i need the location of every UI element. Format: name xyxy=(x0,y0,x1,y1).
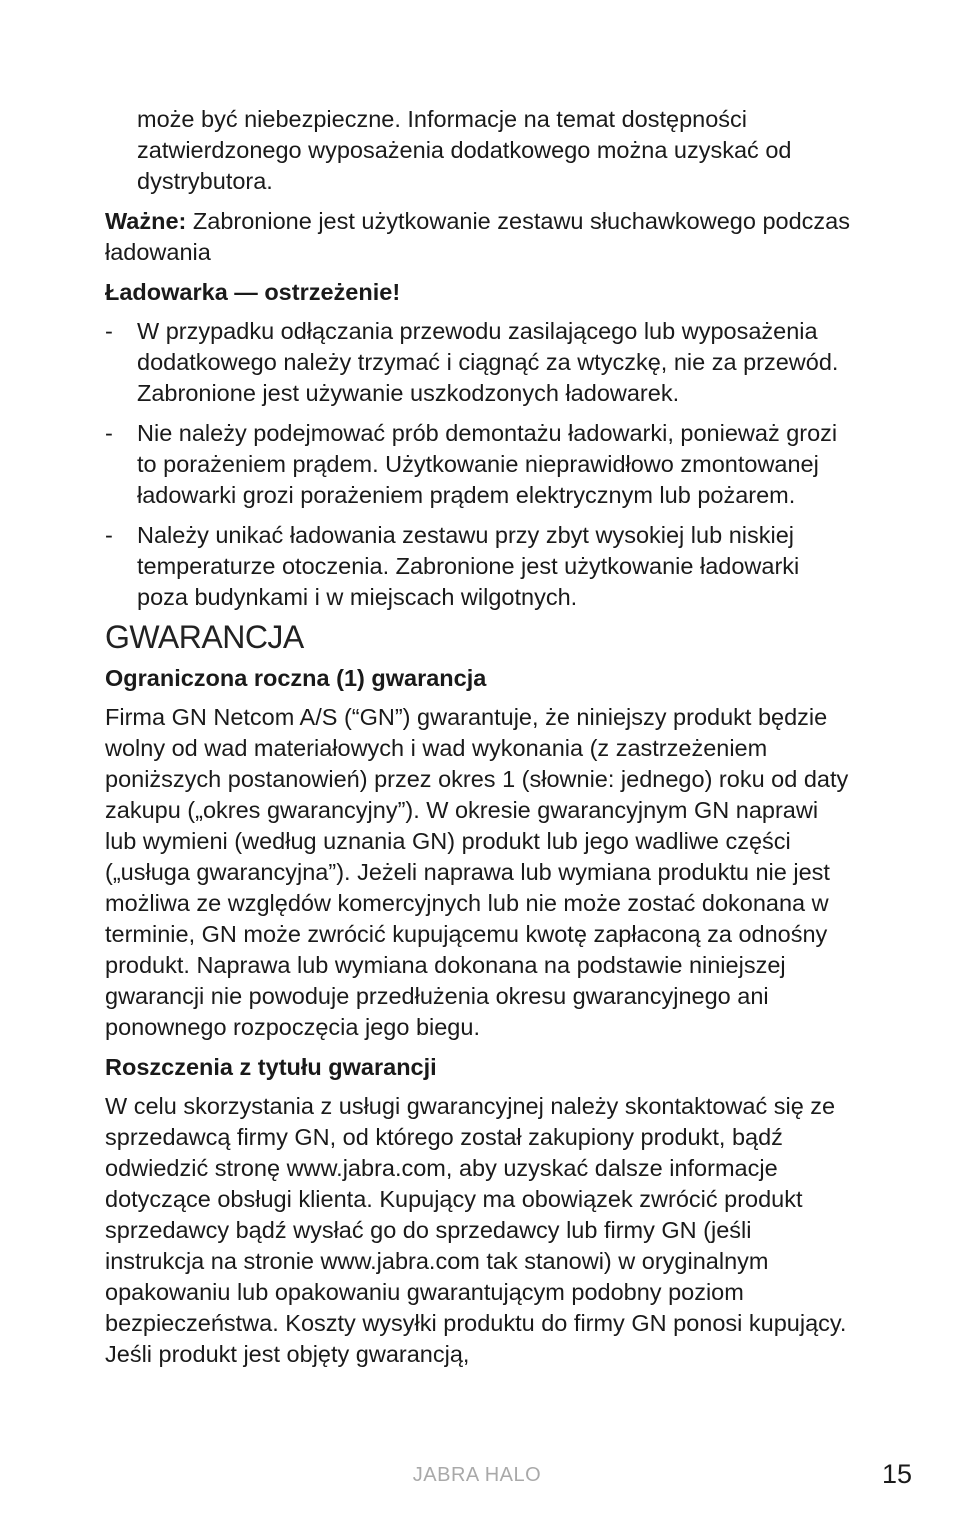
bullet-marker: - xyxy=(105,522,113,548)
claims-paragraph: W celu skorzystania z usługi gwarancyjnej należy skontaktować się ze sprzedawcą firmy GN, od którego został zakupiony produkt, bądź odwiedzić stronę www.jabra.com, aby uzyskać dalsze informacje dotyczące obsługi klienta. Kupujący ma obowiązek zwrócić produkt sprzedawcy bądź wysłać go do sprzedawcy lub firmy GN (jeśli instrukcja na stronie www.jabra.com tak stanowi) w oryginalnym opakowaniu lub opakowaniu gwarantującym podobny poziom bezpieczeństwa. Koszty wysyłki produktu do firmy GN ponosi kupujący. Jeśli produkt jest objęty gwarancją, xyxy=(105,1093,847,1367)
section-title: GWARANCJA xyxy=(105,619,304,655)
list-item xyxy=(105,418,850,511)
list-item-text: Należy unikać ładowania zestawu przy zbyt wysokiej lub niskiej temperaturze otoczenia. Zabronione jest użytkowanie ładowarki poza budynkami i w miejscach wilgotnych. xyxy=(137,522,800,610)
page-number: 15 xyxy=(881,1459,912,1489)
list-item-text: W przypadku odłączania przewodu zasilającego lub wyposażenia dodatkowego należy trzymać i ciągnąć za wtyczkę, nie za przewód. Zabronione jest używanie uszkodzonych ładowarek. xyxy=(137,318,839,406)
document-page xyxy=(105,104,850,1370)
list-item xyxy=(105,520,850,613)
bullet-marker: - xyxy=(105,420,113,446)
warranty-paragraph: Firma GN Netcom A/S (“GN”) gwarantuje, że niniejszy produkt będzie wolny od wad materiałowych i wad wykonania (z zastrzeżeniem poniższych postanowień) przez okres 1 (słownie: jednego) roku od daty zakupu („okres gwarancyjny”). W okresie gwarancyjnym GN naprawi lub wymieni (według uznania GN) produkt lub jego wadliwe części („usługa gwarancyjna”). Jeżeli naprawa lub wymiana produktu nie jest możliwa ze względów komercyjnych lub nie może zostać dokonana w terminie, GN może zwrócić kupującemu kwotę zapłaconą za odnośny produkt. Naprawa lub wymiana dokonana na podstawie niniejszej gwarancji nie powoduje przedłużenia okresu gwarancyjnego ani ponownego rozpoczęcia jego biegu. xyxy=(105,704,849,1040)
charger-warning-heading: Ładowarka — ostrzeżenie! xyxy=(105,279,401,305)
bullet-marker: - xyxy=(105,318,113,344)
footer-product-name: JABRA HALO xyxy=(412,1464,542,1486)
warranty-heading: Ograniczona roczna (1) gwarancja xyxy=(105,665,487,691)
claims-heading: Roszczenia z tytułu gwarancji xyxy=(105,1054,437,1080)
important-note xyxy=(105,206,850,268)
list-item xyxy=(105,316,850,409)
continuation-paragraph: może być niebezpieczne. Informacje na temat dostępności zatwierdzonego wyposażenia dodatkowego można uzyskać od dystrybutora. xyxy=(137,106,792,194)
important-label: Ważne: xyxy=(105,208,187,234)
list-item-text: Nie należy podejmować prób demontażu ładowarki, ponieważ grozi to porażeniem prądem. Użytkowanie nieprawidłowo zmontowanej ładowarki grozi porażeniem prądem elektrycznym lub pożarem. xyxy=(137,420,838,508)
charger-warning-list xyxy=(105,316,850,613)
important-text: Zabronione jest użytkowanie zestawu słuchawkowego podczas ładowania xyxy=(105,208,850,265)
